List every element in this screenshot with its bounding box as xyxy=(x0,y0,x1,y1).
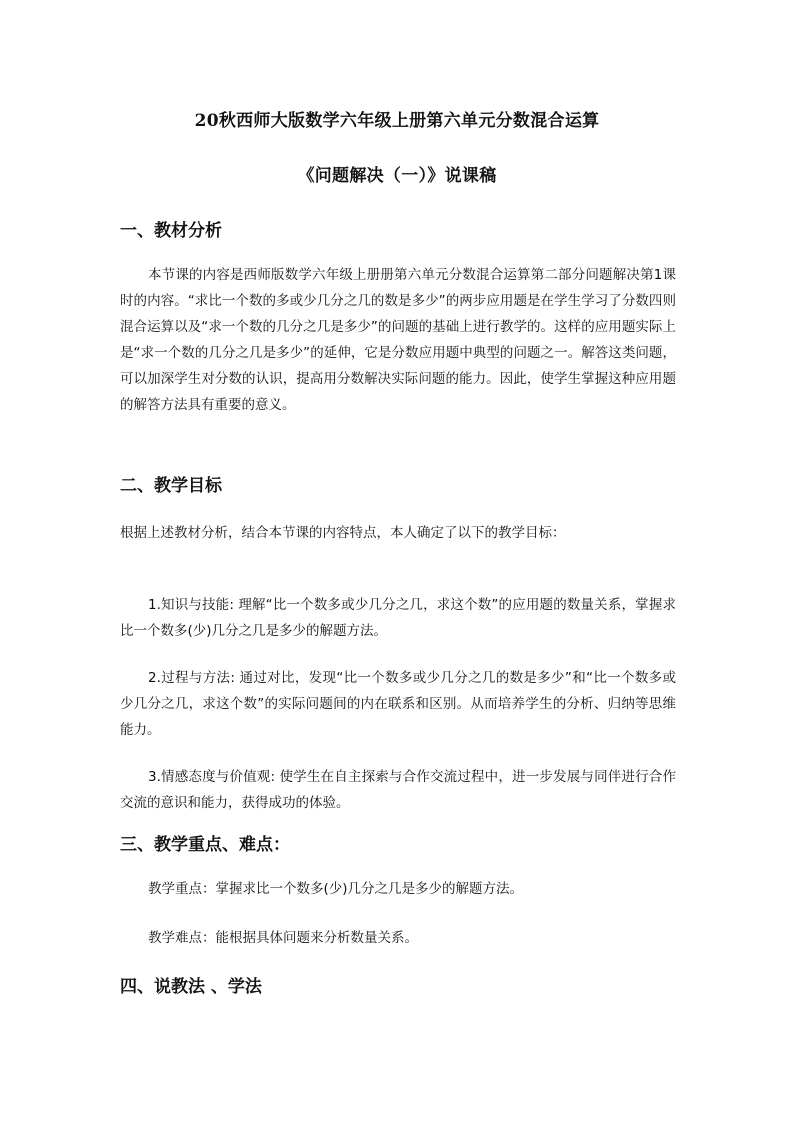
paragraph-goal-process-method: 2.过程与方法: 通过对比，发现“比一个数多或少几分之几的数是多少”和“比一个数多或少几分之几，求这个数”的实际问题间的内在联系和区别。从而培养学生的分析、归纳等思维能力。 xyxy=(120,670,676,738)
paragraph-difficult-point: 教学难点：能根据具体问题来分析数量关系。 xyxy=(148,930,418,946)
paragraph-goal-attitude-values: 3.情感态度与价值观: 使学生在自主探索与合作交流过程中，进一步发展与同伴进行合作交流的意识和能力，获得成功的体验。 xyxy=(120,769,676,811)
section-heading-key-difficult-points: 三、教学重点、难点： xyxy=(120,835,290,855)
paragraph-textbook-analysis: 本节课的内容是西师版数学六年级上册册第六单元分数混合运算第二部分问题解决第1课时的内容。“求比一个数的多或少几分之几的数是多少”的两步应用题是在学生学习了分数四则混合运算以及“求一个数的几分之几是多少”的问题的基础上进行教学的。这样的应用题实际上是“求一个数的几分之几是多少”的延伸，它是分数应用题中典型的问题之一。解答这类问题，可以加深学生对分数的认识，提高用分数解决实际问题的能力。因此，使学生掌握这种应用题的解答方法具有重要的意义。 xyxy=(120,267,676,413)
paragraph-goal-knowledge-skills: 1.知识与技能: 理解“比一个数多或少几分之几，求这个数”的应用题的数量关系，掌握求比一个数多(少)几分之几是多少的解题方法。 xyxy=(120,597,676,639)
section-heading-teaching-methods: 四、说教法 、学法 xyxy=(120,977,262,997)
paragraph-key-point: 教学重点：掌握求比一个数多(少)几分之几是多少的解题方法。 xyxy=(148,881,524,897)
document-title-line-1: 20秋西师大版数学六年级上册第六单元分数混合运算 xyxy=(194,111,600,131)
paragraph-goals-intro: 根据上述教材分析，结合本节课的内容特点，本人确定了以下的教学目标： xyxy=(120,525,566,541)
section-heading-teaching-goals: 二、教学目标 xyxy=(120,476,222,496)
section-heading-textbook-analysis: 一、教材分析 xyxy=(120,221,222,241)
document-title-line-2: 《问题解决（一）》说课稿 xyxy=(297,166,497,186)
